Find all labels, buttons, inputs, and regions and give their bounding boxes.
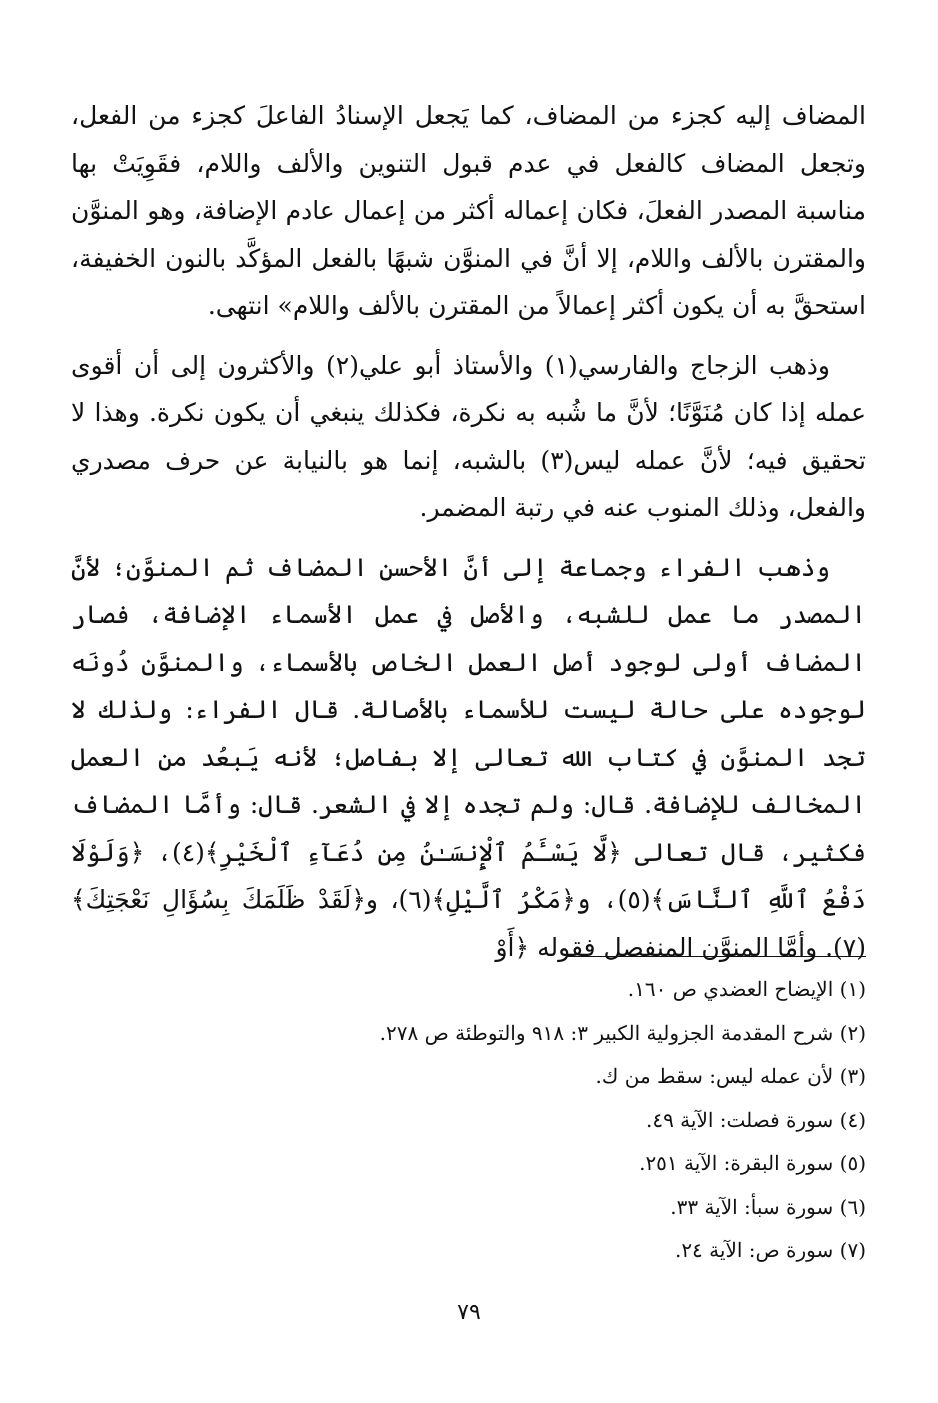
footnotes-list bbox=[71, 968, 866, 1273]
footnote-2: (٢) شرح المقدمة الجزولية الكبير ٣: ٩١٨ والتوطئة ص ٢٧٨. bbox=[379, 1020, 866, 1045]
footnote-separator bbox=[566, 956, 866, 957]
footnote-4: (٤) سورة فصلت: الآية ٤٩. bbox=[645, 1107, 866, 1132]
paragraph-2: وذهب الزجاج والفارسي(١) والأستاذ أبو علي(٢) والأكثرون إلى أن أقوى عمله إذا كان مُنَوَّنًا؛ لأنَّ ما شُبه به نكرة، فكذلك ينبغي أن يكون نكرة. وهذا لا تحقيق فيه؛ لأنَّ عمله ليس(٣) بالشبه، إنما هو بالنيابة عن حرف مصدري والفعل، وذلك المنوب عنه في رتبة المضمر. bbox=[71, 350, 866, 522]
main-text bbox=[71, 92, 866, 983]
footnote-7: (٧) سورة ص: الآية ٢٤. bbox=[674, 1238, 866, 1262]
footnote-6: (٦) سورة سبأ: الآية ٣٣. bbox=[670, 1194, 866, 1219]
paragraph-1: المضاف إليه كجزء من المضاف، كما يَجعل الإسنادُ الفاعلَ كجزء من الفعل، وتجعل المضاف كالفعل في عدم قبول التنوين والألف واللام، فقَوِيَتْ بها مناسبة المصدر الفعلَ، فكان إعماله أكثر من إعمال عادم الإضافة، وهو المنوَّن والمقترن بالألف واللام، إلا أنَّ في المنوَّن شبهًا بالفعل المؤكَّد بالنون الخفيفة، استحقَّ به أن يكون أكثر إعمالاً من المقترن بالألف واللام» انتهى. bbox=[71, 101, 866, 320]
page-number: ٧٩ bbox=[457, 1300, 481, 1325]
paragraph-3: وذهب الفراء وجماعة إلى أنَّ الأحسن المضاف ثم المنوَّن؛ لأنَّ المصدر ما عمل للشبه، والأصل في عمل الأسماء الإضافة، فصار المضاف أولى لوجود أصل العمل الخاص بالأسماء، والمنوَّن دُونَه لوجوده على حالة ليست للأسماء بالأصالة. قال الفراء: ولذلك لا تجد المنوَّن في كتاب الله تعالى إلا بفاصل؛ لأنه يَبعُد من العمل المخالف للإضافة. قال: ولم تجده إلا في الشعر. قال: وأمَّا المضاف فكثير، قال تعالى ﴿لَّا يَسْـَٔمُ ٱلْإِنسَـٰنُ مِن دُعَآءِ ٱلْخَيْرِ﴾(٤)، ﴿وَلَوْلَا دَفْعُ ٱللَّهِ ٱلنَّاسَ﴾(٥)، و﴿مَكْرُ ٱلَّيْلِ﴾(٦)، و﴿لَقَدْ ظَلَمَكَ بِسُؤَالِ نَعْجَتِكَ﴾(٧). وأمَّا المنوَّن المنفصل فقوله ﴿أَوْ bbox=[71, 552, 866, 962]
footnote-5: (٥) سورة البقرة: الآية ٢٥١. bbox=[639, 1151, 866, 1175]
footnote-1: (١) الإيضاح العضدي ص ١٦٠. bbox=[627, 977, 866, 1001]
footnote-3: (٣) لأن عمله ليس: سقط من ك. bbox=[595, 1064, 866, 1088]
